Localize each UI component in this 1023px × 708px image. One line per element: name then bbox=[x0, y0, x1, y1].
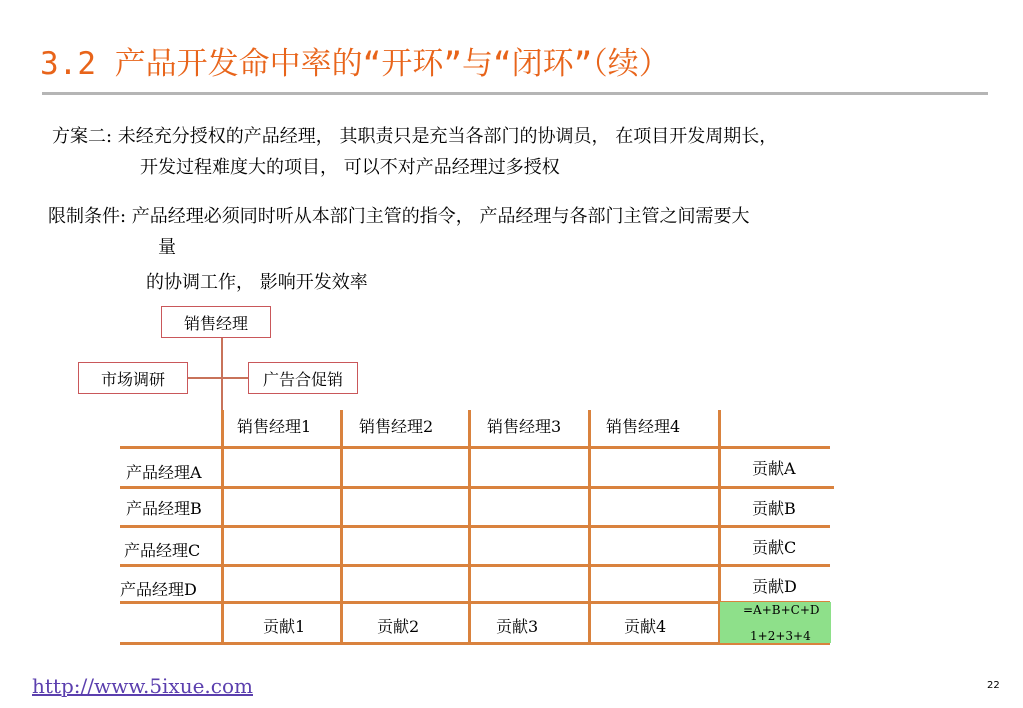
column-total: 贡献1 bbox=[263, 617, 306, 636]
plan-line-1: 方案二: 未经充分授权的产品经理， 其职责只是充当各部门的协调员， 在项目开发周期长， bbox=[52, 126, 778, 147]
column-total: 贡献2 bbox=[377, 617, 420, 636]
grid-line-h1 bbox=[120, 446, 830, 449]
grid-line-v2 bbox=[340, 410, 343, 644]
grid-line-v1 bbox=[221, 410, 224, 644]
row-total: 贡献B bbox=[752, 499, 796, 518]
constraint-line-2: 量 bbox=[158, 237, 176, 258]
column-header: 销售经理2 bbox=[359, 417, 434, 436]
constraint-line-1: 限制条件: 产品经理必须同时听从本部门主管的指令， 产品经理与各部门主管之间需要大 bbox=[48, 206, 750, 227]
org-box-sales-manager: 销售经理 bbox=[161, 306, 271, 338]
row-header: 产品经理A bbox=[126, 463, 202, 482]
grid-line-v4 bbox=[588, 410, 591, 644]
sum-formula-letters: =A+B+C+D bbox=[743, 603, 820, 617]
title-divider bbox=[42, 92, 988, 95]
column-total: 贡献4 bbox=[624, 617, 667, 636]
page-title: 3.2 产品开发命中率的“开环”与“闭环”（续） bbox=[40, 46, 670, 82]
grid-line-h3 bbox=[120, 525, 830, 528]
constraint-line-3: 的协调工作， 影响开发效率 bbox=[146, 272, 368, 293]
row-total: 贡献C bbox=[752, 538, 797, 557]
footer-link[interactable]: http://www.5ixue.com bbox=[32, 674, 253, 698]
column-header: 销售经理1 bbox=[237, 417, 312, 436]
row-header: 产品经理D bbox=[120, 580, 197, 599]
row-header: 产品经理B bbox=[126, 499, 202, 518]
grid-line-h2 bbox=[120, 486, 834, 489]
grid-line-h4 bbox=[120, 564, 830, 567]
page-number: 22 bbox=[987, 680, 1000, 691]
org-connector-horizontal bbox=[188, 377, 248, 379]
column-header: 销售经理3 bbox=[487, 417, 562, 436]
org-box-advertising: 广告合促销 bbox=[248, 362, 358, 394]
row-header: 产品经理C bbox=[124, 541, 201, 560]
plan-line-2: 开发过程难度大的项目， 可以不对产品经理过多授权 bbox=[140, 157, 560, 178]
sum-formula-numbers: 1+2+3+4 bbox=[750, 629, 811, 643]
column-total: 贡献3 bbox=[496, 617, 539, 636]
row-total: 贡献D bbox=[752, 577, 797, 596]
grid-line-v3 bbox=[468, 410, 471, 644]
row-total: 贡献A bbox=[752, 459, 796, 478]
org-box-market-research: 市场调研 bbox=[78, 362, 188, 394]
column-header: 销售经理4 bbox=[606, 417, 681, 436]
